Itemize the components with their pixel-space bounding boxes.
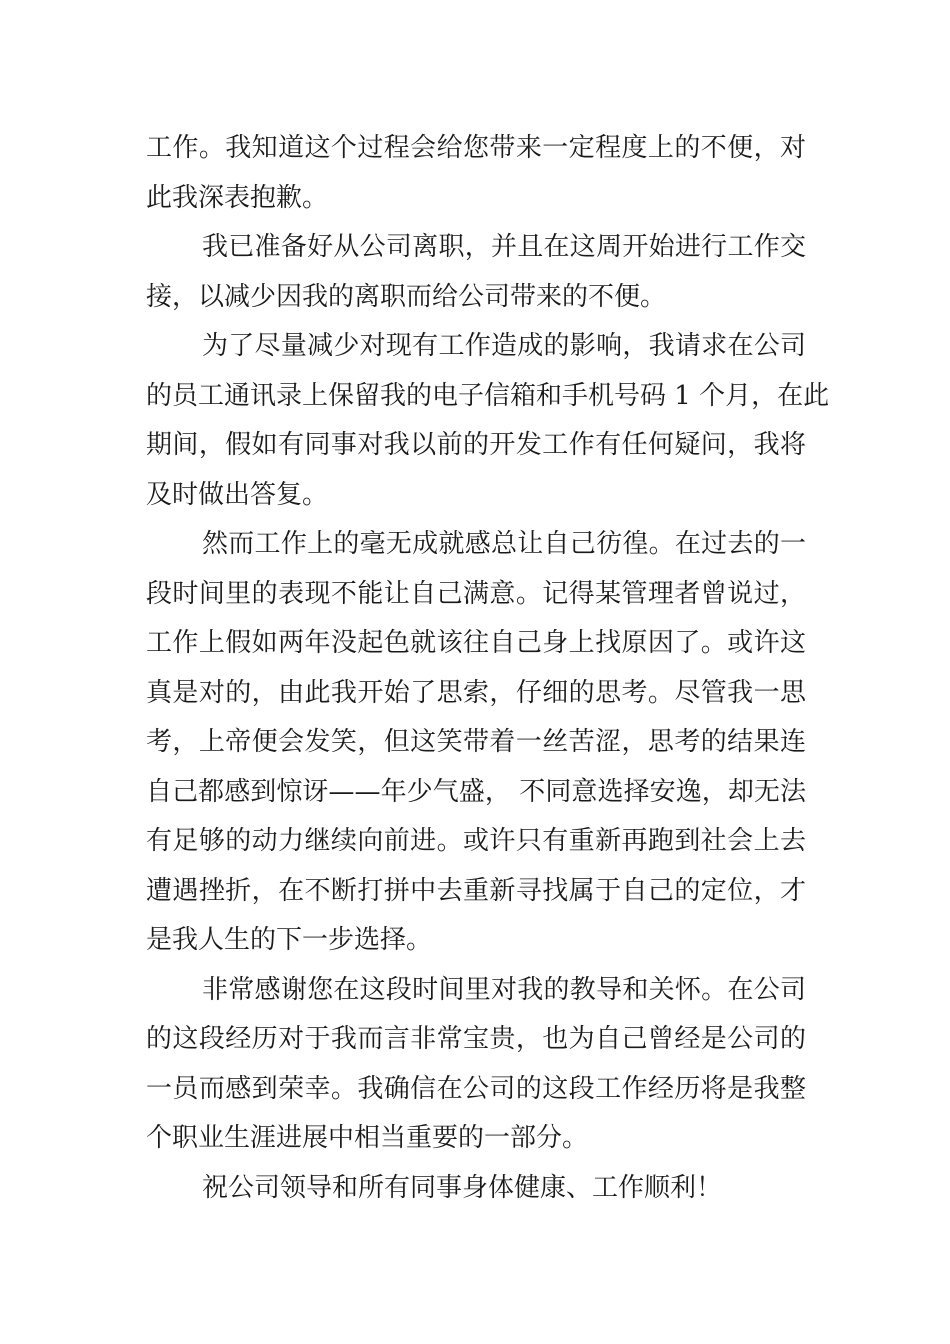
closing-line: 祝公司领导和所有同事身体健康、工作顺利！ — [202, 1172, 723, 1203]
text-line: 的员工通讯录上保留我的电子信箱和手机号码 1 个月，在此 — [146, 380, 830, 411]
letter-body — [146, 124, 830, 1213]
text-line: 非常感谢您在这段时间里对我的教导和关怀。在公司 — [202, 974, 806, 1005]
text-line: 段时间里的表现不能让自己满意。记得某管理者曾说过， — [146, 578, 806, 609]
text-line: 一员而感到荣幸。我确信在公司的这段工作经历将是我整 — [146, 1073, 806, 1104]
paragraph-5 — [146, 966, 806, 1164]
text-line: 工作上假如两年没起色就该往自己身上找原因了。或许这 — [146, 628, 806, 658]
text-line: 自己都感到惊讶——年少气盛， 不同意选择安逸，却无法 — [146, 776, 806, 807]
text-line: 个职业生涯进展中相当重要的一部分。 — [146, 1123, 589, 1153]
paragraph-1 — [146, 124, 806, 223]
text-line: 的这段经历对于我而言非常宝贵，也为自己曾经是公司的 — [146, 1024, 806, 1054]
text-line: 我已准备好从公司离职，并且在这周开始进行工作交 — [202, 232, 806, 262]
text-line: 然而工作上的毫无成就感总让自己彷徨。在过去的一 — [202, 529, 806, 559]
text-line: 接，以减少因我的离职而给公司带来的不便。 — [146, 281, 667, 312]
paragraph-3 — [146, 322, 830, 520]
text-line: 工作。我知道这个过程会给您带来一定程度上的不便，对 — [146, 133, 806, 163]
text-line: 真是对的，由此我开始了思索，仔细的思考。尽管我一思 — [146, 677, 806, 708]
paragraph-6 — [146, 1164, 806, 1214]
text-line: 及时做出答复。 — [146, 479, 329, 510]
text-line: 遭遇挫折，在不断打拼中去重新寻找属于自己的定位，才 — [146, 875, 806, 906]
text-line: 为了尽量减少对现有工作造成的影响，我请求在公司 — [202, 331, 806, 361]
text-line: 考，上帝便会发笑，但这笑带着一丝苦涩，思考的结果连 — [146, 727, 806, 757]
paragraph-4 — [146, 520, 806, 966]
text-line: 期间，假如有同事对我以前的开发工作有任何疑问，我将 — [146, 430, 806, 460]
text-line: 有足够的动力继续向前进。或许只有重新再跑到社会上去 — [146, 826, 806, 856]
paragraph-2 — [146, 223, 806, 322]
text-line: 此我深表抱歉。 — [146, 182, 329, 213]
text-line: 是我人生的下一步选择。 — [146, 925, 433, 955]
